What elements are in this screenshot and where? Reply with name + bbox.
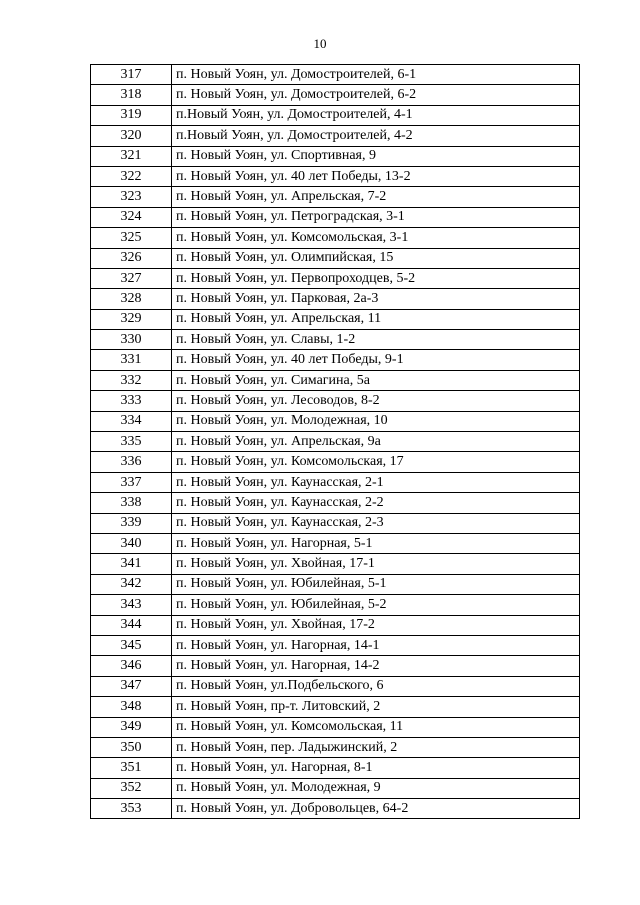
row-number-cell: 324: [91, 207, 172, 227]
row-number-cell: 339: [91, 513, 172, 533]
table-row: [91, 370, 580, 390]
address-cell: п. Новый Уоян, ул. Апрельская, 7-2: [172, 187, 580, 207]
address-cell: п. Новый Уоян, ул. Комсомольская, 17: [172, 452, 580, 472]
address-cell: п. Новый Уоян, ул. Молодежная, 10: [172, 411, 580, 431]
table-row: [91, 778, 580, 798]
row-number-cell: 327: [91, 268, 172, 288]
address-cell: п. Новый Уоян, ул. Комсомольская, 3-1: [172, 228, 580, 248]
address-cell: п. Новый Уоян, ул. Олимпийская, 15: [172, 248, 580, 268]
row-number-cell: 320: [91, 126, 172, 146]
row-number-cell: 343: [91, 595, 172, 615]
table-row: [91, 432, 580, 452]
table-row: [91, 330, 580, 350]
address-table: [90, 64, 580, 819]
address-cell: п. Новый Уоян, ул. Юбилейная, 5-1: [172, 574, 580, 594]
address-cell: п. Новый Уоян, ул. Спортивная, 9: [172, 146, 580, 166]
row-number-cell: 332: [91, 370, 172, 390]
row-number-cell: 330: [91, 330, 172, 350]
row-number-cell: 341: [91, 554, 172, 574]
table-row: [91, 533, 580, 553]
table-row: [91, 411, 580, 431]
table-row: [91, 268, 580, 288]
table-row: [91, 799, 580, 819]
table-row: [91, 248, 580, 268]
row-number-cell: 345: [91, 635, 172, 655]
table-row: [91, 391, 580, 411]
row-number-cell: 351: [91, 758, 172, 778]
page-number: 10: [313, 36, 327, 51]
address-cell: п.Новый Уоян, ул. Домостроителей, 4-2: [172, 126, 580, 146]
address-cell: п. Новый Уоян, ул. Комсомольская, 11: [172, 717, 580, 737]
row-number-cell: 322: [91, 166, 172, 186]
table-row: [91, 187, 580, 207]
table-row: [91, 635, 580, 655]
address-cell: п. Новый Уоян, ул. Нагорная, 8-1: [172, 758, 580, 778]
address-cell: п. Новый Уоян, ул. Хвойная, 17-2: [172, 615, 580, 635]
row-number-cell: 323: [91, 187, 172, 207]
table-row: [91, 105, 580, 125]
table-row: [91, 656, 580, 676]
address-cell: п. Новый Уоян, ул. Нагорная, 14-1: [172, 635, 580, 655]
row-number-cell: 338: [91, 493, 172, 513]
address-cell: п. Новый Уоян, ул. 40 лет Победы, 13-2: [172, 166, 580, 186]
table-body: [91, 65, 580, 819]
address-cell: п. Новый Уоян, пер. Ладыжинский, 2: [172, 737, 580, 757]
row-number-cell: 319: [91, 105, 172, 125]
table-row: [91, 309, 580, 329]
address-cell: п. Новый Уоян, ул. Парковая, 2а-3: [172, 289, 580, 309]
table-row: [91, 452, 580, 472]
table-row: [91, 615, 580, 635]
row-number-cell: 346: [91, 656, 172, 676]
address-cell: п. Новый Уоян, ул. Симагина, 5а: [172, 370, 580, 390]
address-cell: п. Новый Уоян, ул. Хвойная, 17-1: [172, 554, 580, 574]
row-number-cell: 318: [91, 85, 172, 105]
address-cell: п. Новый Уоян, ул. Каунасская, 2-3: [172, 513, 580, 533]
table-row: [91, 207, 580, 227]
row-number-cell: 337: [91, 472, 172, 492]
address-cell: п. Новый Уоян, ул. Петроградская, 3-1: [172, 207, 580, 227]
table-row: [91, 350, 580, 370]
row-number-cell: 329: [91, 309, 172, 329]
table-row: [91, 554, 580, 574]
row-number-cell: 326: [91, 248, 172, 268]
row-number-cell: 340: [91, 533, 172, 553]
table-row: [91, 574, 580, 594]
row-number-cell: 333: [91, 391, 172, 411]
address-cell: п. Новый Уоян, ул. Нагорная, 14-2: [172, 656, 580, 676]
address-cell: п. Новый Уоян, ул. Добровольцев, 64-2: [172, 799, 580, 819]
row-number-cell: 350: [91, 737, 172, 757]
table-row: [91, 289, 580, 309]
table-row: [91, 758, 580, 778]
address-cell: п. Новый Уоян, ул. Юбилейная, 5-2: [172, 595, 580, 615]
row-number-cell: 344: [91, 615, 172, 635]
row-number-cell: 349: [91, 717, 172, 737]
table-row: [91, 166, 580, 186]
table-row: [91, 595, 580, 615]
table-row: [91, 472, 580, 492]
row-number-cell: 321: [91, 146, 172, 166]
address-cell: п. Новый Уоян, ул. Апрельская, 11: [172, 309, 580, 329]
address-cell: п. Новый Уоян, ул. Нагорная, 5-1: [172, 533, 580, 553]
address-cell: п. Новый Уоян, ул.Подбельского, 6: [172, 676, 580, 696]
address-cell: п. Новый Уоян, ул. Славы, 1-2: [172, 330, 580, 350]
table-row: [91, 676, 580, 696]
row-number-cell: 317: [91, 65, 172, 85]
row-number-cell: 348: [91, 697, 172, 717]
address-cell: п. Новый Уоян, ул. Домостроителей, 6-2: [172, 85, 580, 105]
table-row: [91, 697, 580, 717]
table-row: [91, 126, 580, 146]
address-cell: п. Новый Уоян, ул. Молодежная, 9: [172, 778, 580, 798]
table-row: [91, 65, 580, 85]
address-cell: п. Новый Уоян, ул. Каунасская, 2-1: [172, 472, 580, 492]
table-row: [91, 146, 580, 166]
table-row: [91, 493, 580, 513]
row-number-cell: 325: [91, 228, 172, 248]
table-row: [91, 513, 580, 533]
address-cell: п. Новый Уоян, ул. Лесоводов, 8-2: [172, 391, 580, 411]
row-number-cell: 347: [91, 676, 172, 696]
address-cell: п. Новый Уоян, ул. Первопроходцев, 5-2: [172, 268, 580, 288]
address-cell: п. Новый Уоян, ул. Апрельская, 9а: [172, 432, 580, 452]
row-number-cell: 334: [91, 411, 172, 431]
table-row: [91, 85, 580, 105]
row-number-cell: 353: [91, 799, 172, 819]
address-cell: п. Новый Уоян, ул. Каунасская, 2-2: [172, 493, 580, 513]
row-number-cell: 335: [91, 432, 172, 452]
address-cell: п.Новый Уоян, ул. Домостроителей, 4-1: [172, 105, 580, 125]
row-number-cell: 331: [91, 350, 172, 370]
address-cell: п. Новый Уоян, ул. Домостроителей, 6-1: [172, 65, 580, 85]
table-row: [91, 228, 580, 248]
table-row: [91, 737, 580, 757]
row-number-cell: 352: [91, 778, 172, 798]
row-number-cell: 328: [91, 289, 172, 309]
address-cell: п. Новый Уоян, ул. 40 лет Победы, 9-1: [172, 350, 580, 370]
table-row: [91, 717, 580, 737]
row-number-cell: 336: [91, 452, 172, 472]
address-cell: п. Новый Уоян, пр-т. Литовский, 2: [172, 697, 580, 717]
row-number-cell: 342: [91, 574, 172, 594]
